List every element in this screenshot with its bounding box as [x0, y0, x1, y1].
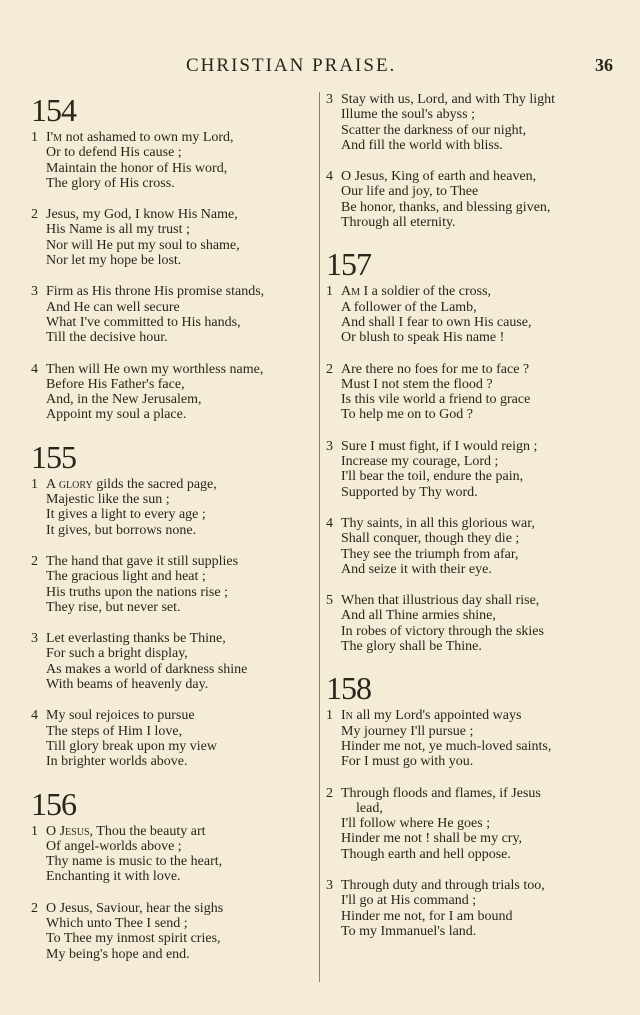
verse-line: Our life and joy, to Thee: [341, 184, 479, 200]
verse-line: And fill the world with bliss.: [341, 137, 503, 153]
verse-line: A follower of the Lamb,: [341, 299, 477, 315]
hymn-156: [31, 786, 321, 962]
stanza: [31, 207, 321, 268]
verse-line: My soul rejoices to pursue: [46, 708, 195, 724]
verse-line: When that illustrious day shall rise,: [341, 593, 540, 609]
stanza: [326, 786, 616, 862]
stanza: [326, 516, 616, 577]
hymn-number: 157: [326, 246, 371, 283]
verse-line: Shall conquer, though they die ;: [341, 531, 520, 547]
verse-line: not ashamed to own my Lord,: [62, 130, 234, 145]
verse-line: The glory of His cross.: [46, 175, 175, 191]
verse-line: To help me on to God ?: [341, 407, 473, 423]
verse-line: As makes a world of darkness shine: [46, 661, 248, 677]
left-column: [31, 92, 321, 978]
verse-line: His Name is all my trust ;: [46, 222, 190, 238]
verse-line: Majestic like the sun ;: [46, 492, 170, 508]
stanza: [31, 631, 321, 692]
page-header: [0, 55, 640, 81]
stanza-number: 1: [31, 130, 38, 145]
verse-line: To my Immanuel's land.: [341, 923, 477, 939]
verse-line: My journey I'll pursue ;: [341, 723, 474, 739]
stanza-number: 5: [326, 593, 333, 609]
stanza-number: 2: [31, 553, 38, 569]
hymn-158: [326, 670, 616, 939]
verse-line: I'll go at His command ;: [341, 893, 477, 909]
hymn-number: 158: [326, 670, 371, 707]
hymn-number: 155: [31, 438, 76, 475]
verse-line: It gives a light to every age ;: [46, 507, 206, 523]
stanza: [31, 130, 321, 191]
verse-line: Hinder me not ! shall be my cry,: [341, 831, 523, 847]
verse-line: Scatter the darkness of our night,: [341, 122, 527, 138]
verse-line: Supported by Thy word.: [341, 484, 478, 500]
verse-line: Is this vile world a friend to grace: [341, 392, 531, 408]
verse-line: Firm as His throne His promise stands,: [46, 284, 265, 300]
verse-line: Till the decisive hour.: [46, 330, 168, 346]
stanza-number: 1: [31, 476, 38, 492]
verse-line: Through all eternity.: [341, 215, 456, 231]
verse-line: Maintain the honor of His word,: [46, 160, 228, 176]
verse-line: I'll bear the toil, endure the pain,: [341, 469, 524, 485]
stanza: [31, 824, 321, 885]
verse-line: Increase my courage, Lord ;: [341, 454, 499, 470]
hymn-number: 154: [31, 92, 76, 128]
stanza: [326, 878, 616, 939]
verse-line: Nor let my hope be lost.: [46, 253, 182, 269]
verse-line: What I've committed to His hands,: [46, 314, 241, 330]
stanza: [31, 708, 321, 769]
hymn-155: [31, 439, 321, 770]
verse-line: In brighter worlds above.: [46, 754, 188, 770]
stanza-number: 3: [326, 92, 333, 107]
verse-line: They rise, but never set.: [46, 599, 181, 615]
stanza: [31, 477, 321, 538]
verse-line: The hand that gave it still supplies: [46, 553, 239, 569]
verse-line: Appoint my soul a place.: [46, 407, 187, 423]
verse-line: For I must go with you.: [341, 754, 474, 770]
verse-line: Thy name is music to the heart,: [46, 854, 223, 870]
hymn-156-continued: [326, 92, 616, 230]
stanza-number: 2: [31, 207, 38, 223]
verse-line: And He can well secure: [46, 299, 180, 315]
verse-line: And all Thine armies shine,: [341, 608, 496, 624]
verse-line: lead,: [356, 800, 383, 816]
verse-line: And seize it with their eye.: [341, 561, 492, 577]
verse-line: Enchanting it with love.: [46, 869, 181, 885]
verse-line: And shall I fear to own His cause,: [341, 314, 532, 330]
verse-line: all my Lord's appointed ways: [352, 708, 522, 724]
verse-line: The steps of Him I love,: [46, 723, 183, 739]
stanza-number: 1: [326, 708, 333, 724]
verse-line: Stay with us, Lord, and with Thy light: [341, 92, 556, 107]
verse-line: I'll follow where He goes ;: [341, 816, 491, 832]
verse-line: Jesus, my God, I know His Name,: [46, 207, 238, 223]
verse-line: Thy saints, in all this glorious war,: [341, 515, 535, 531]
first-word: In: [341, 708, 353, 724]
verse-line: And, in the New Jerusalem,: [46, 392, 202, 408]
hymn-number: 156: [31, 785, 76, 822]
verse-line: Which unto Thee I send ;: [46, 915, 188, 931]
verse-line: Nor will He put my soul to shame,: [46, 237, 240, 253]
verse-line: Before His Father's face,: [46, 376, 185, 392]
verse-line: Through floods and flames, if Jesus: [341, 785, 541, 801]
stanza-number: 3: [31, 631, 38, 647]
running-title: CHRISTIAN PRAISE.: [186, 55, 397, 76]
verse-line: Till glory break upon my view: [46, 738, 217, 754]
stanza-number: 1: [326, 284, 333, 300]
verse-line: Hinder me not, ye much-loved saints,: [341, 738, 552, 754]
verse-line: Sure I must fight, if I would reign ;: [341, 438, 538, 454]
verse-line: Though earth and hell oppose.: [341, 846, 511, 862]
stanza-number: 2: [326, 361, 333, 377]
first-word: Am: [341, 284, 361, 300]
stanza: [31, 554, 321, 615]
verse-line: I a soldier of the cross,: [360, 284, 492, 300]
first-word: I'm: [46, 130, 63, 145]
verse-line: Or to defend His cause ;: [46, 145, 182, 161]
stanza-number: 4: [31, 361, 38, 377]
stanza: [326, 362, 616, 423]
verse-line: To Thee my inmost spirit cries,: [46, 931, 221, 947]
verse-line: With beams of heavenly day.: [46, 677, 209, 693]
first-word: O Jesus: [46, 823, 90, 839]
stanza-number: 3: [31, 284, 38, 300]
stanza: [31, 901, 321, 962]
verse-line: For such a bright display,: [46, 646, 188, 662]
stanza-number: 2: [326, 785, 333, 801]
stanza: [326, 708, 616, 769]
verse-line: O Jesus, King of earth and heaven,: [341, 169, 537, 185]
stanza: [31, 362, 321, 423]
hymn-157: [326, 246, 616, 654]
stanza-number: 3: [326, 877, 333, 893]
stanza: [326, 169, 616, 230]
verse-line: They see the triumph from afar,: [341, 546, 519, 562]
stanza: [326, 439, 616, 500]
hymn-154: [31, 92, 321, 423]
verse-line: Or blush to speak His name !: [341, 330, 505, 346]
verse-line: Must I not stem the flood ?: [341, 376, 493, 392]
stanza-number: 4: [326, 169, 333, 185]
verse-line: Through duty and through trials too,: [341, 877, 545, 893]
stanza-number: 4: [31, 708, 38, 724]
verse-line: My being's hope and end.: [46, 946, 190, 962]
stanza-number: 4: [326, 515, 333, 531]
verse-line: Illume the soul's abyss ;: [341, 107, 475, 123]
verse-line: Of angel-worlds above ;: [46, 838, 182, 854]
stanza: [326, 92, 616, 153]
stanza: [326, 593, 616, 654]
verse-line: The glory shall be Thine.: [341, 639, 482, 655]
verse-line: Be honor, thanks, and blessing given,: [341, 199, 551, 215]
right-column: [326, 92, 616, 955]
verse-line: gilds the sacred page,: [92, 476, 217, 492]
verse-line: Let everlasting thanks be Thine,: [46, 631, 226, 647]
verse-line: , Thou the beauty art: [89, 823, 206, 839]
verse-line: The gracious light and heat ;: [46, 569, 206, 585]
first-word: A glory: [46, 476, 93, 492]
stanza-number: 1: [31, 823, 38, 839]
verse-line: Hinder me not, for I am bound: [341, 908, 513, 924]
stanza-number: 3: [326, 438, 333, 454]
verse-line: His truths upon the nations rise ;: [46, 584, 228, 600]
verse-line: O Jesus, Saviour, hear the sighs: [46, 900, 224, 916]
verse-line: Then will He own my worthless name,: [46, 361, 264, 377]
verse-line: Are there no foes for me to face ?: [341, 361, 530, 377]
stanza-number: 2: [31, 900, 38, 916]
verse-line: In robes of victory through the skies: [341, 623, 544, 639]
page-number: 36: [595, 55, 613, 75]
verse-line: It gives, but borrows none.: [46, 522, 197, 538]
stanza: [326, 284, 616, 345]
stanza: [31, 284, 321, 345]
